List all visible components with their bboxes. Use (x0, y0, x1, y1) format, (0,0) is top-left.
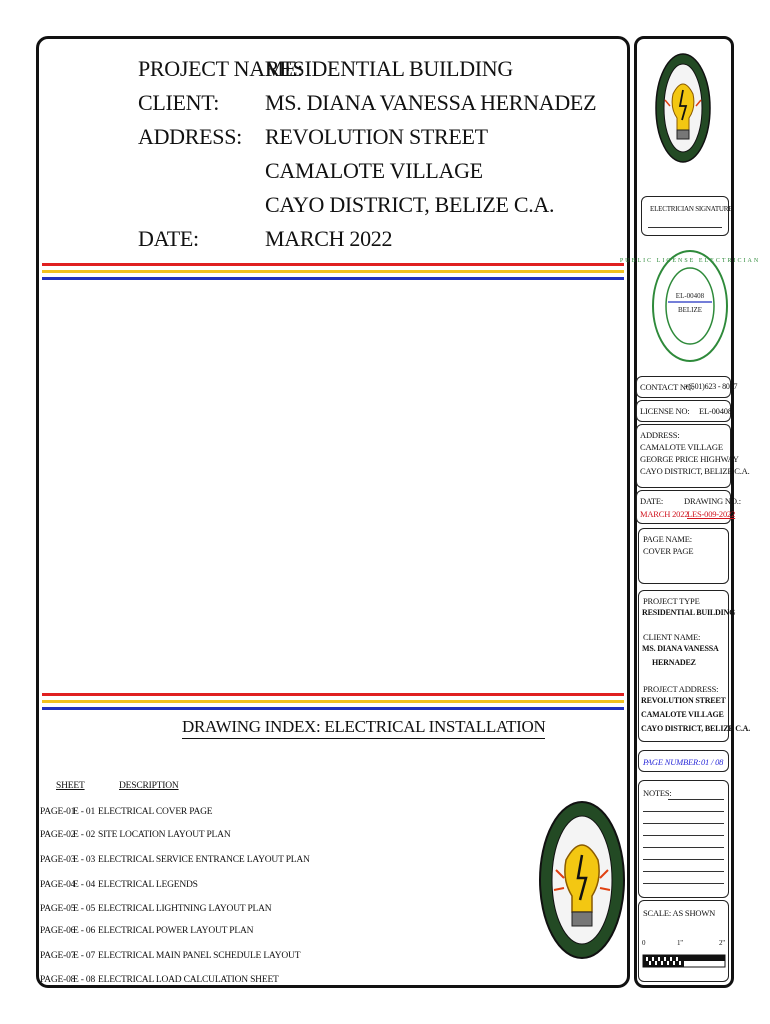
notes-line[interactable] (643, 883, 724, 884)
index-page: PAGE-01 (40, 807, 76, 817)
project-address-label: PROJECT ADDRESS: (643, 684, 719, 694)
scale-bar (643, 955, 725, 969)
page-number-value: 01 / 08 (701, 757, 724, 767)
drawing-index-title: DRAWING INDEX: ELECTRICAL INSTALLATION (182, 716, 545, 739)
signature-line[interactable] (648, 227, 722, 228)
client-name-line-1: MS. DIANA VANESSA (642, 644, 719, 653)
stripe-yellow (42, 270, 624, 273)
index-description: ELECTRICAL COVER PAGE (98, 807, 213, 817)
address-line-1: REVOLUTION STREET (265, 124, 488, 149)
stamp-country: BELIZE (677, 306, 703, 314)
index-code: E - 02 (73, 830, 96, 840)
stripe-red (42, 693, 624, 696)
index-code: E - 08 (73, 975, 96, 985)
index-page: PAGE-03 (40, 855, 76, 865)
index-row (40, 855, 340, 869)
scale-tick-2: 2" (719, 939, 725, 947)
index-code: E - 07 (73, 951, 96, 961)
tb-address-label: ADDRESS: (640, 430, 680, 440)
signature-label: ELECTRICIAN SIGNATURE: (650, 205, 735, 213)
license-value: EL-00408 (699, 406, 732, 416)
client-label: CLIENT: (138, 90, 220, 115)
contact-value: +(501)623 - 8017 (684, 382, 738, 391)
stamp-ring-text: PUBLIC LICENSE ELECTRICIAN (619, 258, 761, 264)
index-row (40, 951, 340, 965)
index-page: PAGE-04 (40, 880, 76, 890)
notes-label: NOTES: (643, 788, 672, 798)
page-name-box (638, 528, 729, 584)
client-value: MS. DIANA VANESSA HERNADEZ (265, 90, 597, 115)
index-row (40, 926, 340, 940)
client-name-line-2: HERNADEZ (652, 658, 696, 667)
notes-line[interactable] (643, 859, 724, 860)
description-column-header: DESCRIPTION (119, 781, 179, 791)
project-type-value: RESIDENTIAL BUILDING (642, 608, 736, 617)
index-description: ELECTRICAL LIGHTNING LAYOUT PLAN (98, 904, 272, 914)
notes-line[interactable] (668, 799, 724, 800)
project-address-line-3: CAYO DISTRICT, BELIZE C.A. (641, 724, 751, 733)
license-stamp (619, 248, 761, 364)
stamp-license: EL-00408 (675, 292, 705, 300)
project-name-value: RESIDENTIAL BUILDING (265, 56, 513, 81)
electrical-services-logo-small (655, 52, 711, 164)
tb-date-value: MARCH 2022 (640, 509, 689, 519)
index-row (40, 975, 340, 989)
stripe-red (42, 263, 624, 266)
tb-address-line-3: CAYO DISTRICT, BELIZE C.A. (640, 466, 750, 476)
index-description: ELECTRICAL MAIN PANEL SCHEDULE LAYOUT (98, 951, 301, 961)
top-stripes (42, 263, 624, 280)
date-drawing-box (636, 490, 741, 524)
notes-line[interactable] (643, 871, 724, 872)
client-name-label: CLIENT NAME: (643, 632, 701, 642)
index-code: E - 06 (73, 926, 96, 936)
date-label: DATE: (138, 226, 199, 251)
index-page: PAGE-05 (40, 904, 76, 914)
address-line-3: CAYO DISTRICT, BELIZE C.A. (265, 192, 555, 217)
scale-tick-0: 0 (642, 939, 646, 947)
index-code: E - 05 (73, 904, 96, 914)
project-name-label: PROJECT NAME: (138, 56, 303, 81)
scale-label: SCALE: AS SHOWN (643, 908, 716, 918)
stripe-blue (42, 277, 624, 280)
address-line-2: CAMALOTE VILLAGE (265, 158, 483, 183)
signature-box (641, 196, 735, 236)
index-row (40, 904, 340, 918)
bottom-stripes (42, 693, 624, 710)
page-number-box (638, 750, 729, 772)
tb-date-label: DATE: (640, 496, 664, 506)
stripe-yellow (42, 700, 624, 703)
index-code: E - 04 (73, 880, 96, 890)
index-code: E - 03 (73, 855, 96, 865)
address-label: ADDRESS: (138, 124, 242, 149)
index-description: ELECTRICAL SERVICE ENTRANCE LAYOUT PLAN (98, 855, 310, 865)
address-box (636, 424, 750, 488)
page-name-label: PAGE NAME: (643, 534, 692, 544)
notes-line[interactable] (643, 823, 724, 824)
project-info-box (638, 590, 751, 742)
project-type-label: PROJECT TYPE (643, 596, 700, 606)
license-box (636, 400, 731, 422)
scale-tick-1: 1" (677, 939, 683, 947)
project-address-line-2: CAMALOTE VILLAGE (641, 710, 724, 719)
index-description: ELECTRICAL POWER LAYOUT PLAN (98, 926, 254, 936)
notes-line[interactable] (643, 835, 724, 836)
date-value: MARCH 2022 (265, 226, 393, 251)
page-name-value: COVER PAGE (643, 546, 694, 556)
index-page: PAGE-08 (40, 975, 76, 985)
stripe-blue (42, 707, 624, 710)
drawing-no-value: LES-009-2022 (687, 509, 736, 519)
sheet-column-header: SHEET (56, 781, 85, 791)
index-description: SITE LOCATION LAYOUT PLAN (98, 830, 231, 840)
index-description: ELECTRICAL LOAD CALCULATION SHEET (98, 975, 279, 985)
contact-box (636, 376, 738, 398)
tb-address-line-1: CAMALOTE VILLAGE (640, 442, 723, 452)
index-page: PAGE-02 (40, 830, 76, 840)
notes-line[interactable] (643, 847, 724, 848)
index-row (40, 807, 340, 821)
page-number-label: PAGE NUMBER: (643, 757, 701, 767)
index-page: PAGE-07 (40, 951, 76, 961)
index-row (40, 880, 340, 894)
tb-address-line-2: GEORGE PRICE HIGHWAY (640, 454, 739, 464)
project-address-line-1: REVOLUTION STREET (641, 696, 726, 705)
notes-line[interactable] (643, 811, 724, 812)
index-description: ELECTRICAL LEGENDS (98, 880, 198, 890)
index-row (40, 830, 340, 844)
drawing-no-label: DRAWING NO.: (684, 496, 741, 506)
scale-box (638, 900, 729, 982)
license-label: LICENSE NO: (640, 406, 690, 416)
electrical-services-logo (538, 800, 626, 960)
contact-label: CONTACT NO: (640, 382, 694, 392)
index-page: PAGE-06 (40, 926, 76, 936)
notes-box (638, 780, 729, 898)
index-code: E - 01 (73, 807, 96, 817)
